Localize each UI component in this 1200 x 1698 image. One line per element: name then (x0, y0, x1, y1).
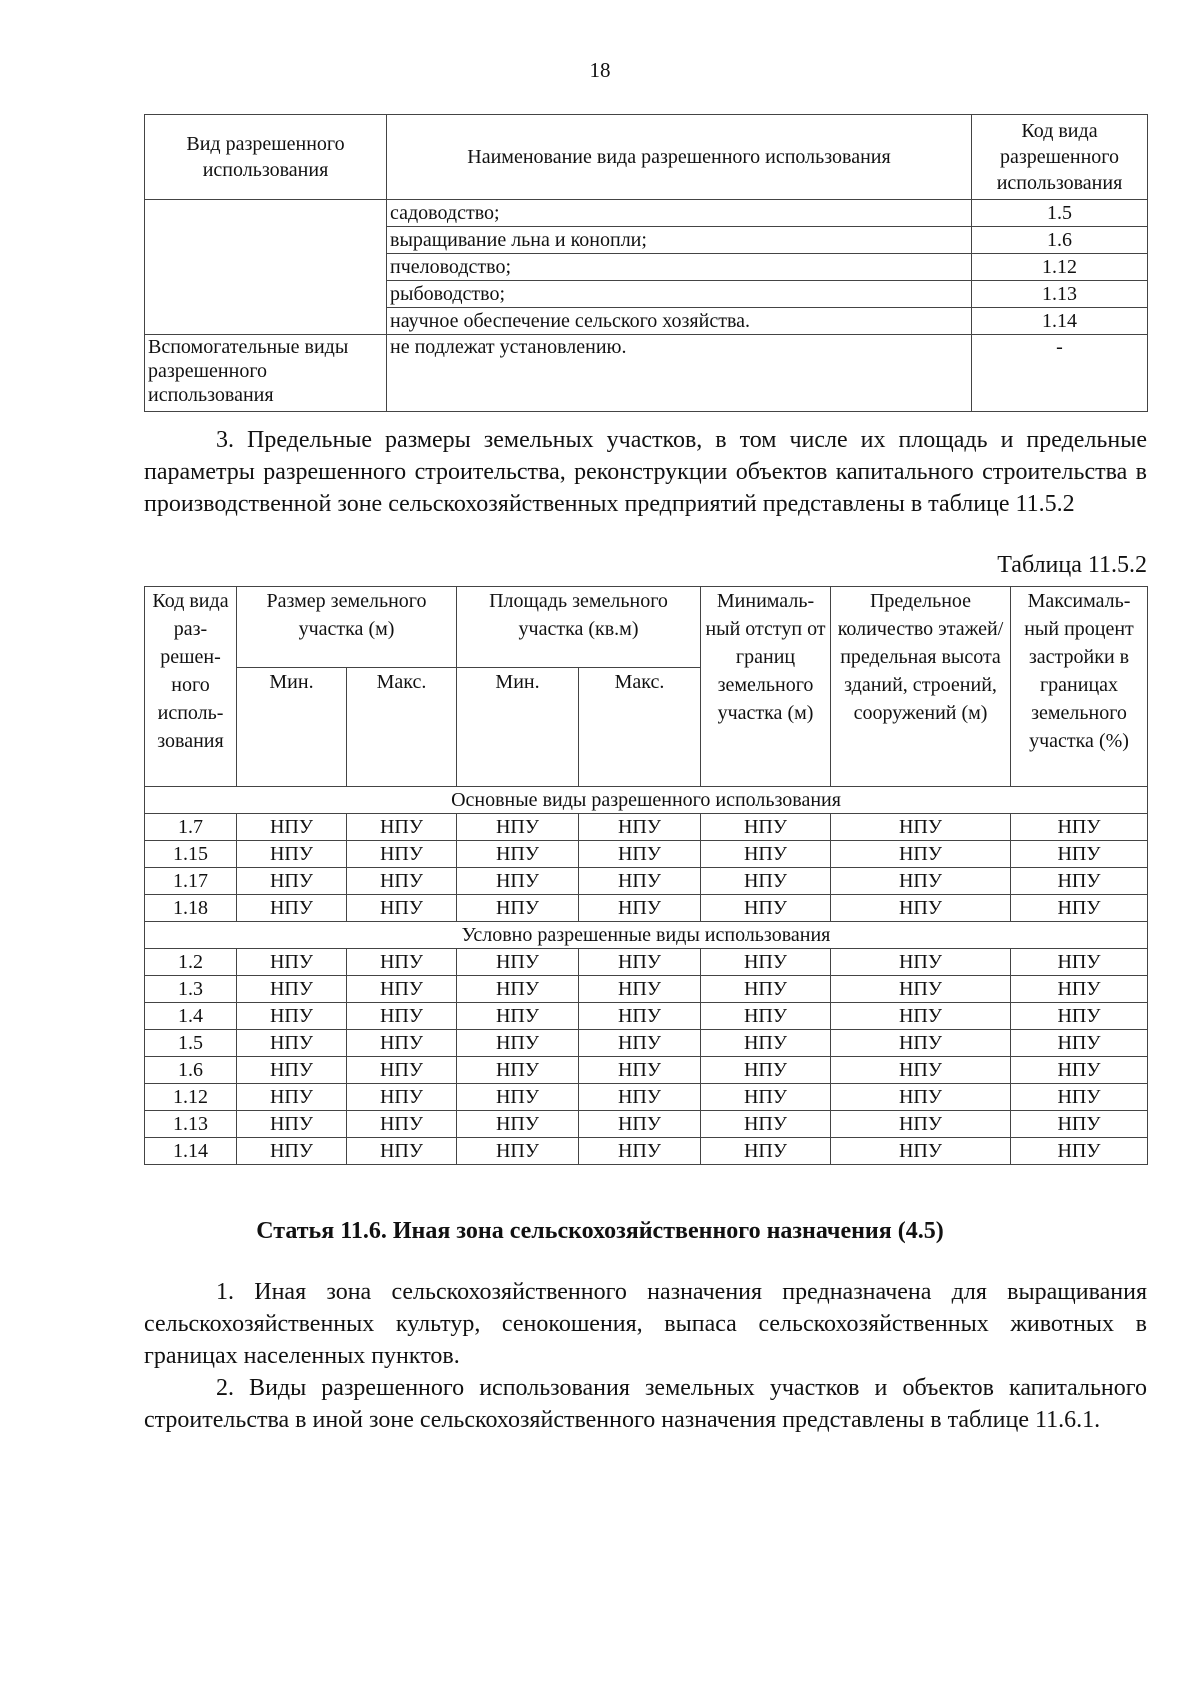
use-code-cell: 1.5 (972, 200, 1148, 227)
paragraph-a1-text: 1. Иная зона сельскохозяйственного назначения предназначена для выращивания сельскохозяйственных культур, сенокошения, выпаса сельскохозяйственных животных в границах населенных пунктов. (144, 1279, 1147, 1369)
value-cell: НПУ (237, 1030, 347, 1057)
table-row (145, 814, 1148, 841)
value-cell: НПУ (579, 976, 701, 1003)
value-cell: НПУ (831, 841, 1011, 868)
auxiliary-code-cell: - (972, 335, 1148, 412)
value-cell: НПУ (831, 814, 1011, 841)
use-code-cell: 1.2 (145, 949, 237, 976)
value-cell: НПУ (579, 814, 701, 841)
value-cell: НПУ (457, 814, 579, 841)
value-cell: НПУ (701, 814, 831, 841)
value-cell: НПУ (457, 949, 579, 976)
paragraph-a2 (144, 1372, 1147, 1436)
value-cell: НПУ (831, 949, 1011, 976)
value-cell: НПУ (831, 1003, 1011, 1030)
use-code-cell: 1.18 (145, 895, 237, 922)
value-cell: НПУ (701, 868, 831, 895)
value-cell: НПУ (237, 1111, 347, 1138)
table-row (145, 1084, 1148, 1111)
value-cell: НПУ (1011, 1138, 1148, 1165)
value-cell: НПУ (579, 868, 701, 895)
value-cell: НПУ (237, 1057, 347, 1084)
value-cell: НПУ (237, 814, 347, 841)
section-row (145, 922, 1148, 949)
use-name-cell: научное обеспечение сельского хозяйства. (387, 308, 972, 335)
value-cell: НПУ (831, 1084, 1011, 1111)
value-cell: НПУ (237, 949, 347, 976)
table-row (145, 1138, 1148, 1165)
value-cell: НПУ (347, 1030, 457, 1057)
value-cell: НПУ (1011, 1084, 1148, 1111)
header-plot-size: Размер земельного участка (м) (237, 587, 457, 668)
article-heading: Статья 11.6. Иная зона сельскохозяйственного назначения (4.5) (256, 1218, 944, 1244)
value-cell: НПУ (701, 1084, 831, 1111)
table-caption: Таблица 11.5.2 (997, 552, 1147, 578)
value-cell: НПУ (347, 814, 457, 841)
value-cell: НПУ (701, 1138, 831, 1165)
land-use-types-table (144, 114, 1148, 412)
table-row (145, 1057, 1148, 1084)
header-max-coverage: Максималь- ный процент застройки в границах земельного участка (%) (1011, 587, 1148, 787)
paragraph-a1 (144, 1276, 1147, 1372)
page-number: 18 (589, 58, 611, 82)
use-code-cell: 1.17 (145, 868, 237, 895)
value-cell: НПУ (701, 841, 831, 868)
use-name-cell: выращивание льна и конопли; (387, 227, 972, 254)
use-name-cell: пчеловодство; (387, 254, 972, 281)
table-row (145, 868, 1148, 895)
value-cell: НПУ (1011, 895, 1148, 922)
value-cell: НПУ (579, 1003, 701, 1030)
value-cell: НПУ (1011, 814, 1148, 841)
header-area-min: Мин. (457, 668, 579, 787)
value-cell: НПУ (579, 949, 701, 976)
table-header-row (145, 587, 1148, 668)
value-cell: НПУ (347, 1138, 457, 1165)
header-plot-area: Площадь земельного участка (кв.м) (457, 587, 701, 668)
empty-type-cell (145, 200, 387, 335)
value-cell: НПУ (457, 1030, 579, 1057)
value-cell: НПУ (347, 1003, 457, 1030)
value-cell: НПУ (831, 895, 1011, 922)
value-cell: НПУ (347, 949, 457, 976)
value-cell: НПУ (237, 841, 347, 868)
value-cell: НПУ (701, 895, 831, 922)
value-cell: НПУ (457, 895, 579, 922)
table-row (145, 200, 1148, 227)
value-cell: НПУ (831, 1030, 1011, 1057)
value-cell: НПУ (457, 841, 579, 868)
value-cell: НПУ (1011, 1003, 1148, 1030)
value-cell: НПУ (831, 868, 1011, 895)
value-cell: НПУ (1011, 1030, 1148, 1057)
value-cell: НПУ (457, 1084, 579, 1111)
section-title: Условно разрешенные виды использования (145, 922, 1148, 949)
section-title: Основные виды разрешенного использования (145, 787, 1148, 814)
header-area-max: Макс. (579, 668, 701, 787)
use-code-cell: 1.14 (145, 1138, 237, 1165)
table-row (145, 1111, 1148, 1138)
value-cell: НПУ (347, 976, 457, 1003)
value-cell: НПУ (347, 1111, 457, 1138)
value-cell: НПУ (831, 1111, 1011, 1138)
header-size-min: Мин. (237, 668, 347, 787)
value-cell: НПУ (237, 1138, 347, 1165)
paragraph-3 (144, 424, 1147, 520)
use-code-cell: 1.13 (145, 1111, 237, 1138)
use-code-cell: 1.6 (972, 227, 1148, 254)
value-cell: НПУ (457, 1003, 579, 1030)
value-cell: НПУ (579, 1111, 701, 1138)
header-max-floors: Предельное количество этажей/ предельная высота зданий, строений, сооружений (м) (831, 587, 1011, 787)
use-code-cell: 1.15 (145, 841, 237, 868)
table-row (145, 841, 1148, 868)
value-cell: НПУ (579, 841, 701, 868)
table-row (145, 1030, 1148, 1057)
value-cell: НПУ (701, 1003, 831, 1030)
paragraph-a2-text: 2. Виды разрешенного использования земельных участков и объектов капитального строительства в иной зоне сельскохозяйственного назначения представлены в таблице 11.6.1. (144, 1375, 1147, 1433)
value-cell: НПУ (579, 1138, 701, 1165)
table-row (145, 895, 1148, 922)
value-cell: НПУ (701, 1057, 831, 1084)
use-code-cell: 1.3 (145, 976, 237, 1003)
value-cell: НПУ (457, 1057, 579, 1084)
value-cell: НПУ (1011, 1111, 1148, 1138)
value-cell: НПУ (347, 868, 457, 895)
use-code-cell: 1.13 (972, 281, 1148, 308)
value-cell: НПУ (831, 1138, 1011, 1165)
value-cell: НПУ (457, 868, 579, 895)
value-cell: НПУ (237, 868, 347, 895)
use-code-cell: 1.7 (145, 814, 237, 841)
table-row (145, 976, 1148, 1003)
value-cell: НПУ (237, 1084, 347, 1111)
header-use-type: Вид разрешенного использования (145, 115, 387, 200)
section-row (145, 787, 1148, 814)
value-cell: НПУ (579, 895, 701, 922)
use-code-cell: 1.14 (972, 308, 1148, 335)
value-cell: НПУ (347, 895, 457, 922)
value-cell: НПУ (701, 1111, 831, 1138)
header-code: Код вида раз- решен- ного исполь- зования (145, 587, 237, 787)
plot-parameters-body (145, 787, 1148, 1165)
header-size-max: Макс. (347, 668, 457, 787)
auxiliary-type-cell: Вспомогательные виды разрешенного использования (145, 335, 387, 412)
value-cell: НПУ (579, 1030, 701, 1057)
value-cell: НПУ (831, 976, 1011, 1003)
use-code-cell: 1.12 (972, 254, 1148, 281)
table-row (145, 949, 1148, 976)
value-cell: НПУ (457, 1111, 579, 1138)
table-header-row (145, 115, 1148, 200)
value-cell: НПУ (701, 976, 831, 1003)
value-cell: НПУ (347, 841, 457, 868)
value-cell: НПУ (347, 1084, 457, 1111)
value-cell: НПУ (1011, 976, 1148, 1003)
auxiliary-name-cell: не подлежат установлению. (387, 335, 972, 412)
value-cell: НПУ (1011, 841, 1148, 868)
use-name-cell: рыбоводство; (387, 281, 972, 308)
value-cell: НПУ (457, 1138, 579, 1165)
header-min-setback: Минималь- ный отступ от границ земельного участка (м) (701, 587, 831, 787)
value-cell: НПУ (1011, 1057, 1148, 1084)
use-code-cell: 1.6 (145, 1057, 237, 1084)
paragraph-3-text: 3. Предельные размеры земельных участков, в том числе их площадь и предельные параметры разрешенного строительства, реконструкции объектов капитального строительства в производственной зоне сельскохозяйственных предприятий представлены в таблице 11.5.2 (144, 427, 1147, 517)
use-code-cell: 1.5 (145, 1030, 237, 1057)
value-cell: НПУ (457, 976, 579, 1003)
auxiliary-use-row (145, 335, 1148, 412)
value-cell: НПУ (831, 1057, 1011, 1084)
use-code-cell: 1.4 (145, 1003, 237, 1030)
table-row (145, 1003, 1148, 1030)
use-name-cell: садоводство; (387, 200, 972, 227)
value-cell: НПУ (347, 1057, 457, 1084)
value-cell: НПУ (1011, 949, 1148, 976)
value-cell: НПУ (701, 949, 831, 976)
value-cell: НПУ (701, 1030, 831, 1057)
value-cell: НПУ (237, 895, 347, 922)
value-cell: НПУ (1011, 868, 1148, 895)
plot-parameters-table (144, 586, 1148, 1165)
value-cell: НПУ (579, 1057, 701, 1084)
value-cell: НПУ (237, 1003, 347, 1030)
use-code-cell: 1.12 (145, 1084, 237, 1111)
value-cell: НПУ (579, 1084, 701, 1111)
value-cell: НПУ (237, 976, 347, 1003)
header-use-code: Код вида разрешенного использования (972, 115, 1148, 200)
header-use-name: Наименование вида разрешенного использования (387, 115, 972, 200)
